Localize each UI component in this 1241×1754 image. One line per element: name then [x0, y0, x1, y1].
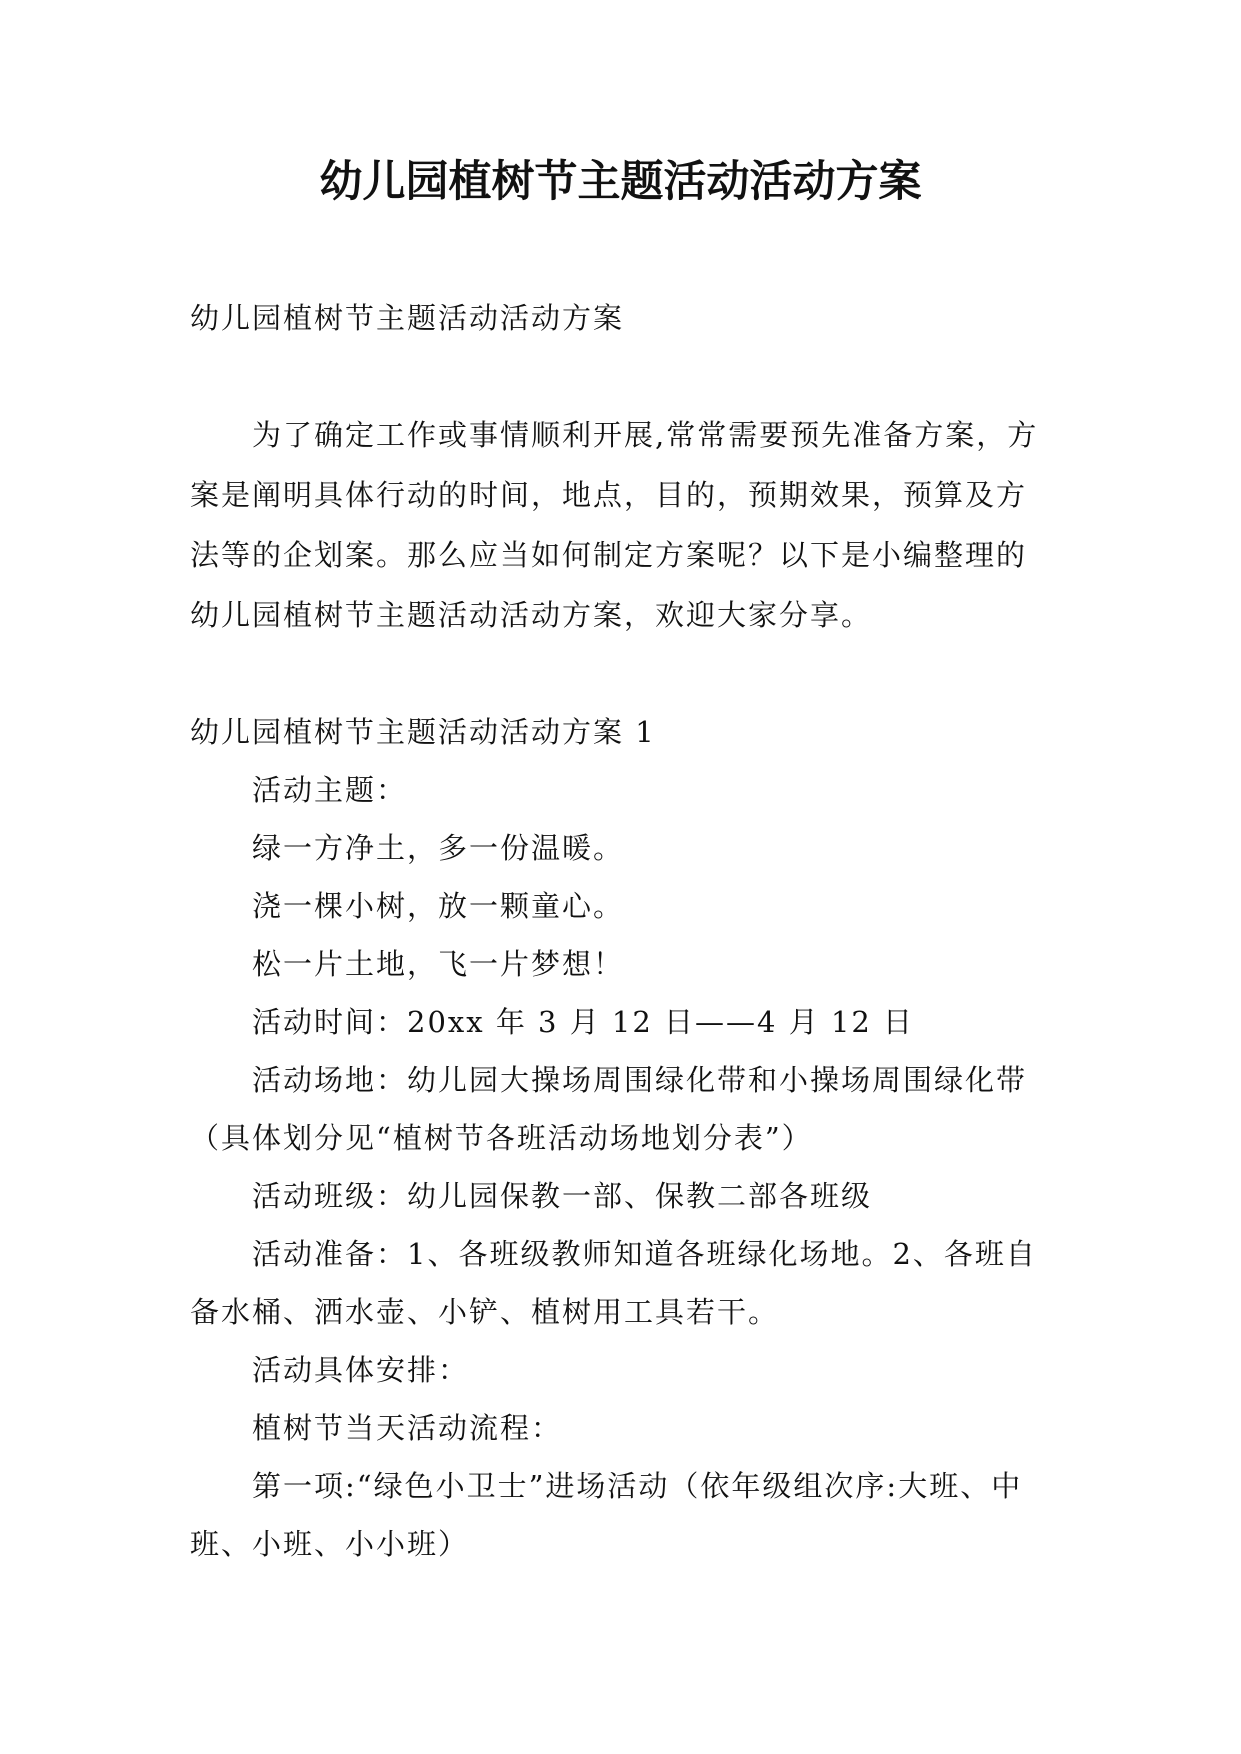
- paragraph-preparation: 活动准备：1、各班级教师知道各班绿化场地。2、各班自备水桶、洒水壶、小铲、植树用工具若干。: [190, 1237, 1037, 1329]
- paragraph-step-1: 第一项:“绿色小卫士”进场活动（依年级组次序:大班、中班、小班、小小班）: [190, 1469, 1023, 1561]
- paragraph-time: 活动时间：20xx 年 3 月 12 日——4 月 12 日: [252, 1005, 915, 1039]
- paragraph-venue: 活动场地：幼儿园大操场周围绿化带和小操场周围绿化带（具体划分见“植树节各班活动场地划分表”）: [190, 1063, 1028, 1155]
- intro-paragraph: 为了确定工作或事情顺利开展,常常需要预先准备方案，方案是阐明具体行动的时间，地点，目的，预期效果，预算及方法等的企划案。那么应当如何制定方案呢？以下是小编整理的幼儿园植树节主题活动活动方案，欢迎大家分享。: [190, 418, 1039, 632]
- paragraph-slogan-1: 绿一方净土，多一份温暖。: [252, 831, 625, 865]
- paragraph-arrangement: 活动具体安排：: [252, 1353, 470, 1387]
- section-heading: 幼儿园植树节主题活动活动方案 1: [190, 715, 656, 749]
- paragraph-slogan-3: 松一片土地，飞一片梦想！: [252, 947, 625, 981]
- document-title: 幼儿园植树节主题活动活动方案: [319, 157, 922, 207]
- document-subtitle: 幼儿园植树节主题活动活动方案: [190, 301, 625, 335]
- paragraph-flow: 植树节当天活动流程：: [252, 1411, 563, 1445]
- paragraph-slogan-2: 浇一棵小树，放一颗童心。: [252, 889, 625, 923]
- paragraph-theme-label: 活动主题：: [252, 773, 408, 807]
- paragraph-classes: 活动班级：幼儿园保教一部、保教二部各班级: [252, 1179, 873, 1213]
- spacer: [190, 347, 1050, 405]
- spacer: [190, 645, 1050, 703]
- document-body: [190, 289, 1050, 1573]
